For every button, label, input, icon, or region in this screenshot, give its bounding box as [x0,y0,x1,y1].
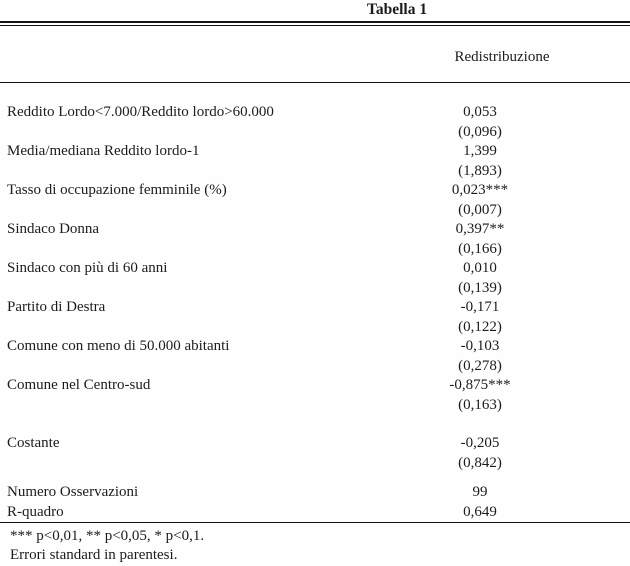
row-label: Partito di Destra [7,299,106,315]
standard-error: (0,842) [458,454,502,471]
standard-error: (0,122) [458,318,502,335]
observations-value: 99 [472,484,488,500]
r-squared-row [0,503,630,523]
header-row [0,26,630,83]
r-squared-value: 0,649 [463,503,497,520]
coefficient: -0,103 [460,338,500,354]
column-header: Redistribuzione [454,49,550,65]
coefficient: 0,023*** [451,182,509,198]
table-title: Tabella 1 [366,1,428,18]
coefficient: 0,053 [463,104,497,120]
standard-error: (0,166) [458,240,502,257]
row-value [330,142,630,181]
row-label: Comune con meno di 50.000 abitanti [7,338,230,354]
table-row [0,181,630,220]
standard-error: (0,096) [458,123,502,140]
row-value [330,376,630,415]
row-value [330,337,630,376]
standard-error: (1,893) [458,162,502,179]
row-value [330,103,630,142]
row-label: Reddito Lordo<7.000/Reddito lordo>60.000 [7,104,274,120]
row-value [330,181,630,220]
table-row [0,259,630,298]
standard-error: (0,278) [458,357,502,374]
standard-error: (0,007) [458,201,502,218]
constant-row [0,434,630,473]
significance-note: *** p<0,01, ** p<0,05, * p<0,1. [10,528,205,544]
spacer [0,415,630,434]
table-row [0,220,630,259]
standard-error-note: Errori standard in parentesi. [10,546,178,563]
standard-error: (0,139) [458,279,502,296]
row-label: Numero Osservazioni [7,484,139,500]
row-label: Tasso di occupazione femminile (%) [7,182,227,198]
coefficient: 1,399 [463,143,497,159]
table-row [0,337,630,376]
observations-row [0,483,630,503]
spacer [0,473,630,483]
row-label: Media/mediana Reddito lordo-1 [7,143,200,159]
row-label: Comune nel Centro-sud [7,377,151,393]
header-label-spacer [0,26,330,82]
coefficient: -0,205 [460,435,500,451]
row-label: R-quadro [7,503,64,520]
table-row [0,103,630,142]
row-value [330,220,630,259]
coefficient: 0,397** [455,221,505,237]
row-label: Sindaco con più di 60 anni [7,260,168,276]
table-row [0,376,630,415]
coefficient: 0,010 [463,260,497,276]
table-row [0,298,630,337]
coefficient: -0,171 [460,299,500,315]
row-label: Sindaco Donna [7,221,100,237]
table-row [0,142,630,181]
row-label: Costante [7,435,60,451]
row-value [330,298,630,337]
row-value [330,434,630,473]
row-value [330,259,630,298]
spacer [0,83,630,103]
table-notes [0,523,630,564]
standard-error: (0,163) [458,396,502,413]
coefficient: -0,875*** [449,377,511,393]
